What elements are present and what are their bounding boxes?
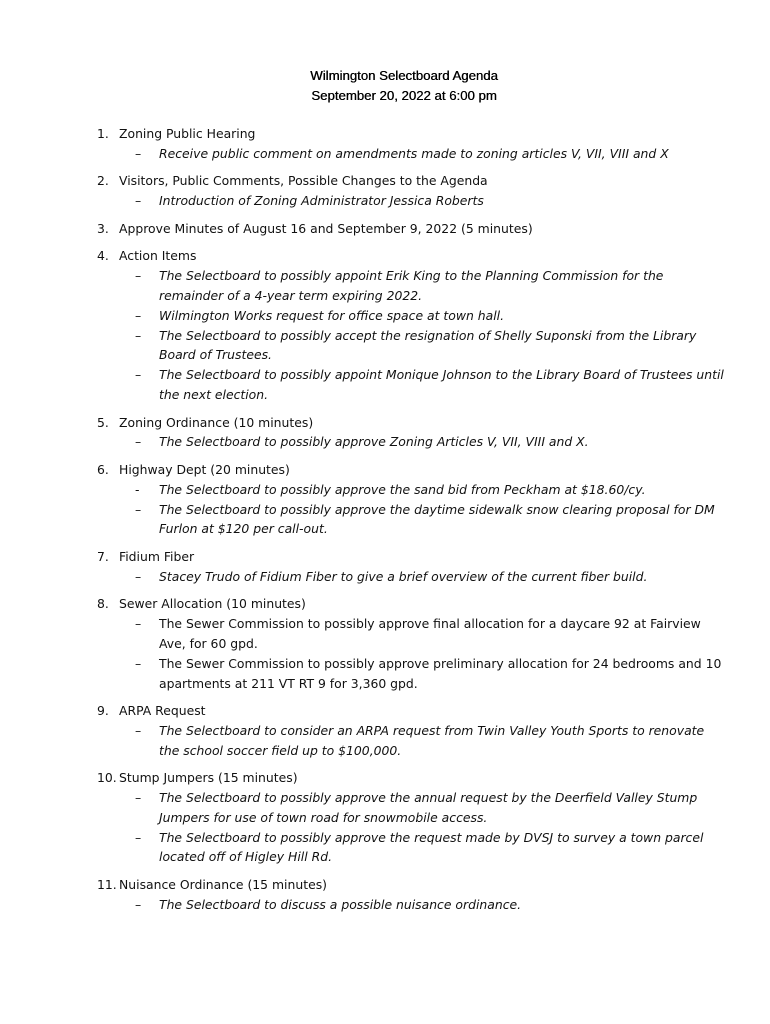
agenda-subitem-text: The Selectboard to possibly approve the request made by DVSJ to survey a town parcel located off of Higley Hill Rd. bbox=[159, 829, 704, 865]
agenda-item-heading bbox=[97, 171, 727, 191]
dash-bullet: – bbox=[135, 145, 142, 161]
agenda-item-title: Approve Minutes of August 16 and September 9, 2022 (5 minutes) bbox=[119, 220, 533, 236]
agenda-subitem bbox=[135, 614, 727, 654]
agenda-title bbox=[0, 66, 770, 106]
agenda-subitem bbox=[135, 306, 727, 326]
agenda-subitem bbox=[135, 567, 727, 587]
agenda-subitem bbox=[135, 828, 727, 868]
agenda-item-number: 6. bbox=[97, 461, 109, 477]
agenda-item-number: 9. bbox=[97, 703, 109, 719]
agenda-item-title: Nuisance Ordinance (15 minutes) bbox=[119, 877, 327, 893]
agenda-item-title: Stump Jumpers (15 minutes) bbox=[119, 770, 298, 786]
agenda-item-number: 8. bbox=[97, 596, 109, 612]
agenda-subitem-text: Stacey Trudo of Fidium Fiber to give a brief overview of the current fiber build. bbox=[159, 568, 648, 584]
agenda-item-heading bbox=[97, 594, 727, 614]
agenda-item bbox=[97, 768, 727, 867]
agenda-item-heading bbox=[97, 124, 727, 144]
agenda-subitem bbox=[135, 266, 727, 306]
agenda-item-title: Visitors, Public Comments, Possible Changes to the Agenda bbox=[119, 173, 488, 189]
agenda-item-title: Action Items bbox=[119, 248, 197, 264]
agenda-item-number: 7. bbox=[97, 548, 109, 564]
agenda-item-number: 4. bbox=[97, 248, 109, 264]
agenda-subitem bbox=[135, 432, 727, 452]
dash-bullet: – bbox=[135, 434, 142, 450]
agenda-item-title: ARPA Request bbox=[119, 703, 206, 719]
agenda-subitem bbox=[135, 654, 727, 694]
agenda-subitem-text: Introduction of Zoning Administrator Jessica Roberts bbox=[159, 193, 484, 209]
agenda-item bbox=[97, 246, 727, 404]
agenda-subitem-text: The Selectboard to possibly accept the resignation of Shelly Suponski from the Library Board of Trustees. bbox=[159, 327, 697, 363]
agenda-item bbox=[97, 701, 727, 760]
agenda-item-number: 10. bbox=[97, 770, 117, 786]
agenda-item-heading bbox=[97, 246, 727, 266]
agenda-item-heading bbox=[97, 875, 727, 895]
agenda-item bbox=[97, 413, 727, 453]
agenda-subitem-text: The Sewer Commission to possibly approve final allocation for a daycare 92 at Fairview Ave, for 60 gpd. bbox=[159, 616, 701, 651]
dash-bullet: – bbox=[135, 896, 142, 912]
agenda-item-heading bbox=[97, 460, 727, 480]
agenda-subitem bbox=[135, 500, 727, 540]
agenda-item-title: Highway Dept (20 minutes) bbox=[119, 461, 290, 477]
dash-bullet: – bbox=[135, 616, 142, 632]
agenda-item bbox=[97, 875, 727, 915]
dash-bullet: – bbox=[135, 367, 142, 383]
agenda-subitem-text: Wilmington Works request for office space at town hall. bbox=[159, 307, 505, 323]
agenda-item bbox=[97, 171, 727, 211]
agenda-subitem-text: The Selectboard to possibly appoint Erik King to the Planning Commission for the remainder of a 4-year term expiring 2022. bbox=[159, 268, 664, 303]
agenda-item-heading bbox=[97, 547, 727, 567]
agenda-item-number: 5. bbox=[97, 414, 109, 430]
agenda-item-heading bbox=[97, 701, 727, 721]
agenda-subitem-text: The Selectboard to possibly approve Zoning Articles V, VII, VIII and X. bbox=[159, 434, 589, 450]
dash-bullet: - bbox=[135, 481, 140, 497]
agenda-list bbox=[97, 124, 727, 922]
agenda-subitem bbox=[135, 191, 727, 211]
dash-bullet: – bbox=[135, 307, 142, 323]
agenda-item-title: Sewer Allocation (10 minutes) bbox=[119, 596, 306, 612]
dash-bullet: – bbox=[135, 268, 142, 284]
dash-bullet: – bbox=[135, 193, 142, 209]
dash-bullet: – bbox=[135, 655, 142, 671]
agenda-subitem-text: The Selectboard to discuss a possible nuisance ordinance. bbox=[159, 896, 522, 912]
dash-bullet: – bbox=[135, 568, 142, 584]
agenda-item bbox=[97, 219, 727, 239]
dash-bullet: – bbox=[135, 790, 142, 806]
agenda-subitem bbox=[135, 144, 727, 164]
agenda-item-heading bbox=[97, 413, 727, 433]
agenda-date-line: September 20, 2022 at 6:00 pm bbox=[311, 88, 497, 103]
dash-bullet: – bbox=[135, 327, 142, 343]
dash-bullet: – bbox=[135, 829, 142, 845]
agenda-subitem bbox=[135, 365, 727, 405]
agenda-item-heading bbox=[97, 768, 727, 788]
agenda-subitem bbox=[135, 895, 727, 915]
agenda-item-title: Fidium Fiber bbox=[119, 548, 195, 564]
agenda-subitem-text: The Selectboard to possibly appoint Monique Johnson to the Library Board of Trustees until the next election. bbox=[159, 367, 724, 402]
agenda-item bbox=[97, 547, 727, 587]
agenda-subitem bbox=[135, 326, 727, 366]
agenda-item-number: 11. bbox=[97, 877, 117, 893]
dash-bullet: – bbox=[135, 501, 142, 517]
agenda-subitem-text: The Sewer Commission to possibly approve preliminary allocation for 24 bedrooms and 10 apartments at 211 VT RT 9 for 3,360 gpd. bbox=[159, 655, 722, 691]
dash-bullet: – bbox=[135, 722, 142, 738]
agenda-item-number: 1. bbox=[97, 126, 109, 141]
agenda-subitem-text: The Selectboard to consider an ARPA request from Twin Valley Youth Sports to renovate the school soccer field up to $100,000. bbox=[159, 722, 705, 758]
agenda-subitem-text: Receive public comment on amendments made to zoning articles V, VII, VIII and X bbox=[159, 145, 669, 161]
agenda-item-title: Zoning Ordinance (10 minutes) bbox=[119, 414, 314, 430]
agenda-item bbox=[97, 594, 727, 693]
agenda-item bbox=[97, 460, 727, 539]
agenda-subitem-text: The Selectboard to possibly approve the sand bid from Peckham at $18.60/cy. bbox=[159, 481, 646, 497]
agenda-item-number: 2. bbox=[97, 173, 109, 189]
agenda-item bbox=[97, 124, 727, 164]
agenda-item-heading bbox=[97, 219, 727, 239]
agenda-item-number: 3. bbox=[97, 220, 109, 236]
agenda-item-title: Zoning Public Hearing bbox=[119, 126, 256, 141]
agenda-subitem bbox=[135, 480, 727, 500]
agenda-subitem-text: The Selectboard to possibly approve the daytime sidewalk snow clearing proposal for DM Furlon at $120 per call-out. bbox=[159, 501, 715, 537]
agenda-subitem bbox=[135, 721, 727, 761]
agenda-subitem-text: The Selectboard to possibly approve the annual request by the Deerfield Valley Stump Jumpers for use of town road for snowmobile access. bbox=[159, 790, 698, 825]
agenda-subitem bbox=[135, 788, 727, 828]
agenda-title-line1: Wilmington Selectboard Agenda bbox=[310, 68, 498, 83]
